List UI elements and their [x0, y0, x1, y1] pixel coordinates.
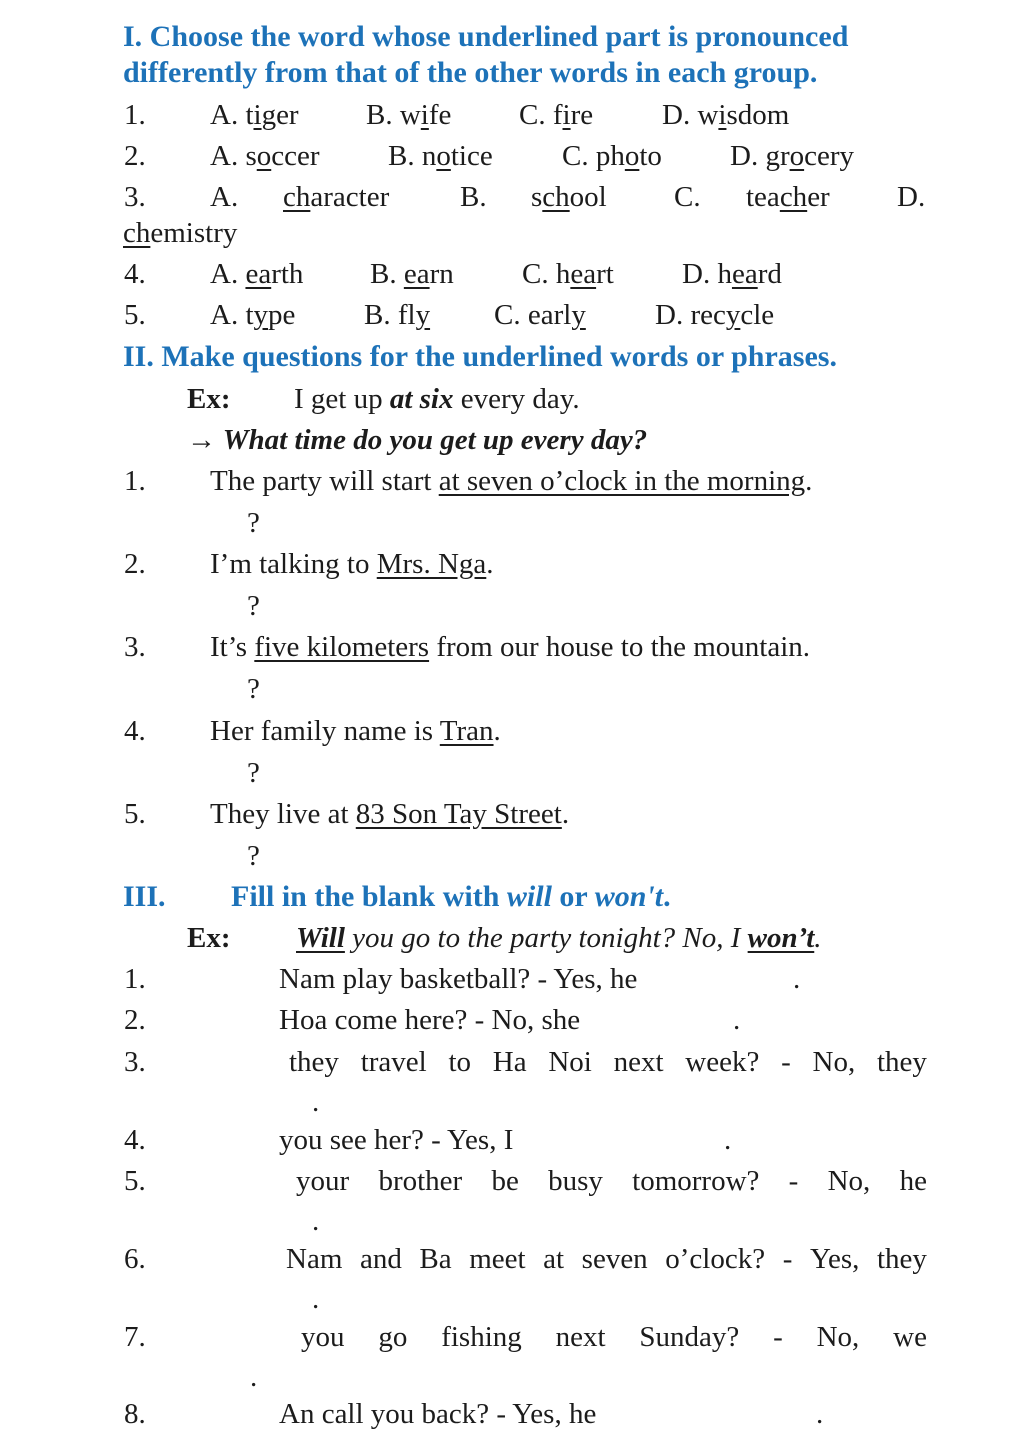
word: to [448, 1046, 472, 1078]
text-span: . [663, 880, 671, 913]
p1-item-2-option-c [562, 142, 662, 171]
text-span: D. w [662, 99, 719, 131]
p3-item-8-blank-dot: . [816, 1398, 824, 1430]
p1-item-3-option-b-label: B. [460, 181, 487, 213]
p2-item-5-answer-blank: ? [247, 840, 260, 872]
text-span: y [253, 299, 268, 331]
p3-item-2-number: 2. [124, 1004, 146, 1036]
p2-example-sentence [294, 385, 580, 414]
word: - [781, 1046, 791, 1078]
text-span: o [436, 140, 451, 172]
p2-item-4-number: 4. [124, 715, 146, 747]
word: Ba [419, 1243, 452, 1275]
text-span: Her family name is [210, 715, 440, 747]
p2-item-5-sentence [210, 800, 569, 829]
text-span: ea [403, 258, 430, 290]
word: Yes, [809, 1243, 860, 1275]
heading-line-2: differently from that of the other words in each group. [123, 56, 818, 89]
text-span: tea [746, 181, 780, 213]
text-span: y [571, 299, 586, 331]
p2-item-1-sentence [210, 467, 812, 496]
text-span: A. t [210, 299, 254, 331]
text-span: C. earl [494, 299, 572, 331]
text-span: s [531, 181, 543, 213]
p2-item-2-sentence [210, 550, 494, 579]
p1-item-1-option-d [662, 101, 789, 130]
text-span: D. rec [655, 299, 726, 331]
text-span: . [805, 465, 813, 497]
p1-item-3-option-a-label: A. [210, 181, 239, 213]
p3-item-6-sentence [286, 1245, 927, 1274]
word: No, [827, 1165, 871, 1197]
text-span: ch [779, 181, 808, 213]
text-span: y [415, 299, 431, 331]
text-span: D. h [682, 258, 732, 290]
text-span: i [420, 99, 429, 131]
text-span: Will [296, 922, 345, 954]
text-span: A. [210, 258, 246, 290]
p1-item-4-option-c [522, 260, 614, 289]
p3-item-5-sentence [296, 1167, 927, 1196]
word: next [613, 1046, 664, 1078]
text-span: five kilometers [254, 631, 430, 663]
text-span: ger [261, 99, 299, 131]
section-3-heading-number: III. [123, 880, 166, 913]
text-span: ccer [271, 140, 320, 172]
text-span: cle [740, 299, 775, 331]
p1-item-3-number: 3. [124, 181, 146, 213]
text-span: . [493, 715, 501, 747]
word: Noi [548, 1046, 592, 1078]
p3-item-1-sentence: Nam play basketball? - Yes, he [279, 963, 638, 995]
p3-item-1-number: 1. [124, 963, 146, 995]
word: - [788, 1165, 799, 1197]
p3-item-5-blank-dot: . [312, 1205, 320, 1237]
p2-item-1-number: 1. [124, 465, 146, 497]
word: we [893, 1321, 927, 1353]
text-span: ool [569, 181, 607, 213]
text-span: at seven o’clock in the morning [438, 465, 806, 497]
p2-item-4-answer-blank: ? [247, 757, 260, 789]
text-span: o [256, 140, 272, 172]
text-span: rth [271, 258, 304, 290]
text-span: ch [123, 217, 151, 249]
p1-item-1-option-a [210, 101, 299, 130]
word: Ha [492, 1046, 527, 1078]
p2-item-2-number: 2. [124, 548, 146, 580]
text-span: I get up [294, 383, 390, 415]
p3-item-7-blank-dot: . [250, 1361, 258, 1393]
text-span: i [718, 99, 727, 131]
text-span: er [807, 181, 830, 213]
p2-item-2-answer-blank: ? [247, 590, 260, 622]
p3-item-5-number: 5. [124, 1165, 146, 1197]
word: Sunday? [639, 1321, 740, 1353]
p3-item-4-number: 4. [124, 1124, 146, 1156]
p3-item-3-number: 3. [124, 1046, 146, 1078]
word: meet [469, 1243, 526, 1275]
text-span: Mrs. Nga [376, 548, 487, 580]
text-span: i [562, 99, 571, 131]
p1-item-4-option-a [210, 260, 303, 289]
text-span: to [639, 140, 662, 172]
text-span: A. t [210, 99, 254, 131]
heading-line-1-text: I. Choose the word whose underlined part is pronounced [123, 20, 849, 53]
p2-item-3-sentence [210, 633, 810, 662]
text-span: They live at [210, 798, 356, 830]
text-span: B. n [388, 140, 437, 172]
word: your [296, 1165, 350, 1197]
p2-item-4-sentence [210, 717, 501, 746]
section-1-heading [123, 22, 927, 52]
text-span: C. f [519, 99, 563, 131]
text-span: at six [389, 383, 454, 415]
p1-item-2-option-d [730, 142, 854, 171]
p1-item-3-option-d-label: D. [897, 181, 926, 213]
p3-item-8-number: 8. [124, 1398, 146, 1430]
p3-item-1-blank-dot: . [793, 963, 801, 995]
p1-item-1-option-b [366, 101, 451, 130]
p1-item-3-option-c-label: C. [674, 181, 701, 213]
text-span: ea [731, 258, 758, 290]
text-span: C. ph [562, 140, 625, 172]
text-span: rd [757, 258, 782, 290]
p1-item-3-option-a-word [283, 183, 389, 212]
text-span: A. s [210, 140, 257, 172]
word: and [359, 1243, 402, 1275]
text-span: o [624, 140, 640, 172]
p1-item-4-number: 4. [124, 258, 146, 290]
word: at [543, 1243, 565, 1275]
word: - [773, 1321, 783, 1353]
word: Nam [286, 1243, 343, 1275]
word: you [301, 1321, 345, 1353]
text-span: C. h [522, 258, 571, 290]
text-span: Tran [439, 715, 494, 747]
p3-item-7-sentence [301, 1323, 927, 1352]
word: they [876, 1243, 927, 1275]
p3-item-8-sentence: An call you back? - Yes, he [279, 1398, 597, 1430]
p1-item-1-number: 1. [124, 99, 146, 131]
text-span: rn [429, 258, 454, 290]
p2-example-label: Ex: [187, 383, 231, 415]
text-span: rt [596, 258, 614, 290]
text-span: Fill in the blank with [231, 880, 507, 913]
word: travel [360, 1046, 427, 1078]
text-span: aracter [310, 181, 390, 213]
p1-item-2-option-b [388, 142, 493, 171]
p1-item-5-option-c [494, 301, 586, 330]
text-span: won't [594, 880, 664, 913]
text-span: ea [570, 258, 597, 290]
p3-item-7-number: 7. [124, 1321, 146, 1353]
p1-item-5-option-d [655, 301, 774, 330]
text-span: won’t [747, 922, 815, 954]
text-span: B. w [366, 99, 421, 131]
word: be [491, 1165, 519, 1197]
text-span: . [561, 798, 570, 830]
p3-example-label: Ex: [187, 922, 231, 954]
text-span: or [551, 880, 595, 913]
word: next [555, 1321, 606, 1353]
word: No, [816, 1321, 860, 1353]
p1-item-3-option-b-word [531, 183, 607, 212]
p3-item-3-sentence [289, 1048, 927, 1077]
p3-item-4-blank-dot: . [724, 1124, 732, 1156]
p2-item-5-number: 5. [124, 798, 146, 830]
text-span: D. gr [730, 140, 790, 172]
word: busy [548, 1165, 603, 1197]
text-span: will [506, 880, 552, 913]
word: o’clock? [665, 1243, 766, 1275]
p1-item-2-number: 2. [124, 140, 146, 172]
p1-item-5-option-b [364, 301, 430, 330]
p3-item-4-sentence: you see her? - Yes, I [279, 1124, 514, 1156]
word: - [782, 1243, 793, 1275]
section-2-heading: II. Make questions for the underlined words or phrases. [123, 340, 837, 373]
text-span: 83 Son Tay Street [355, 798, 562, 830]
text-span: cery [804, 140, 855, 172]
p2-item-3-number: 3. [124, 631, 146, 663]
p2-example-answer: → What time do you get up every day? [187, 424, 648, 456]
p1-item-5-number: 5. [124, 299, 146, 331]
word: week? [685, 1046, 760, 1078]
word: tomorrow? [632, 1165, 760, 1197]
text-span: pe [268, 299, 296, 331]
text-span: It’s [210, 631, 255, 663]
word: he [899, 1165, 927, 1197]
p3-item-3-blank-dot: . [312, 1086, 320, 1118]
p1-item-2-option-a [210, 142, 320, 171]
text-span: . [814, 922, 822, 954]
text-span: re [570, 99, 594, 131]
p1-item-5-option-a [210, 301, 295, 330]
text-span: emistry [150, 217, 238, 249]
word: they [876, 1046, 927, 1078]
text-span: ea [245, 258, 272, 290]
p2-item-3-answer-blank: ? [247, 673, 260, 705]
word: go [378, 1321, 408, 1353]
p3-example-sentence [296, 924, 822, 953]
p3-item-2-sentence: Hoa come here? - No, she [279, 1004, 581, 1036]
word: No, [812, 1046, 856, 1078]
text-span: ch [542, 181, 570, 213]
heading-line-1 [123, 22, 927, 52]
p2-item-1-answer-blank: ? [247, 507, 260, 539]
text-span: you go to the party tonight? No, I [344, 922, 748, 954]
text-span: tice [450, 140, 493, 172]
p1-item-4-option-d [682, 260, 782, 289]
p3-item-6-number: 6. [124, 1243, 146, 1275]
text-span: I’m talking to [210, 548, 377, 580]
text-span: The party will start [210, 465, 439, 497]
text-span: i [253, 99, 262, 131]
section-3-heading [231, 882, 671, 912]
p1-item-3-option-d-word [123, 219, 237, 248]
text-span: y [725, 299, 741, 331]
text-span: . [486, 548, 494, 580]
p3-item-2-blank-dot: . [733, 1004, 741, 1036]
word: seven [581, 1243, 648, 1275]
text-span: ch [283, 181, 311, 213]
p1-item-1-option-c [519, 101, 593, 130]
text-span: B. [370, 258, 404, 290]
text-span: sdom [726, 99, 790, 131]
text-span: from our house to the mountain. [429, 631, 811, 663]
text-span: B. fl [364, 299, 416, 331]
text-span: o [789, 140, 805, 172]
word: brother [378, 1165, 463, 1197]
p1-item-4-option-b [370, 260, 454, 289]
word: fishing [441, 1321, 522, 1353]
p1-item-3-option-c-word [746, 183, 830, 212]
p3-item-6-blank-dot: . [312, 1283, 320, 1315]
word: they [289, 1046, 339, 1078]
text-span: every day. [453, 383, 580, 415]
text-span: fe [428, 99, 452, 131]
